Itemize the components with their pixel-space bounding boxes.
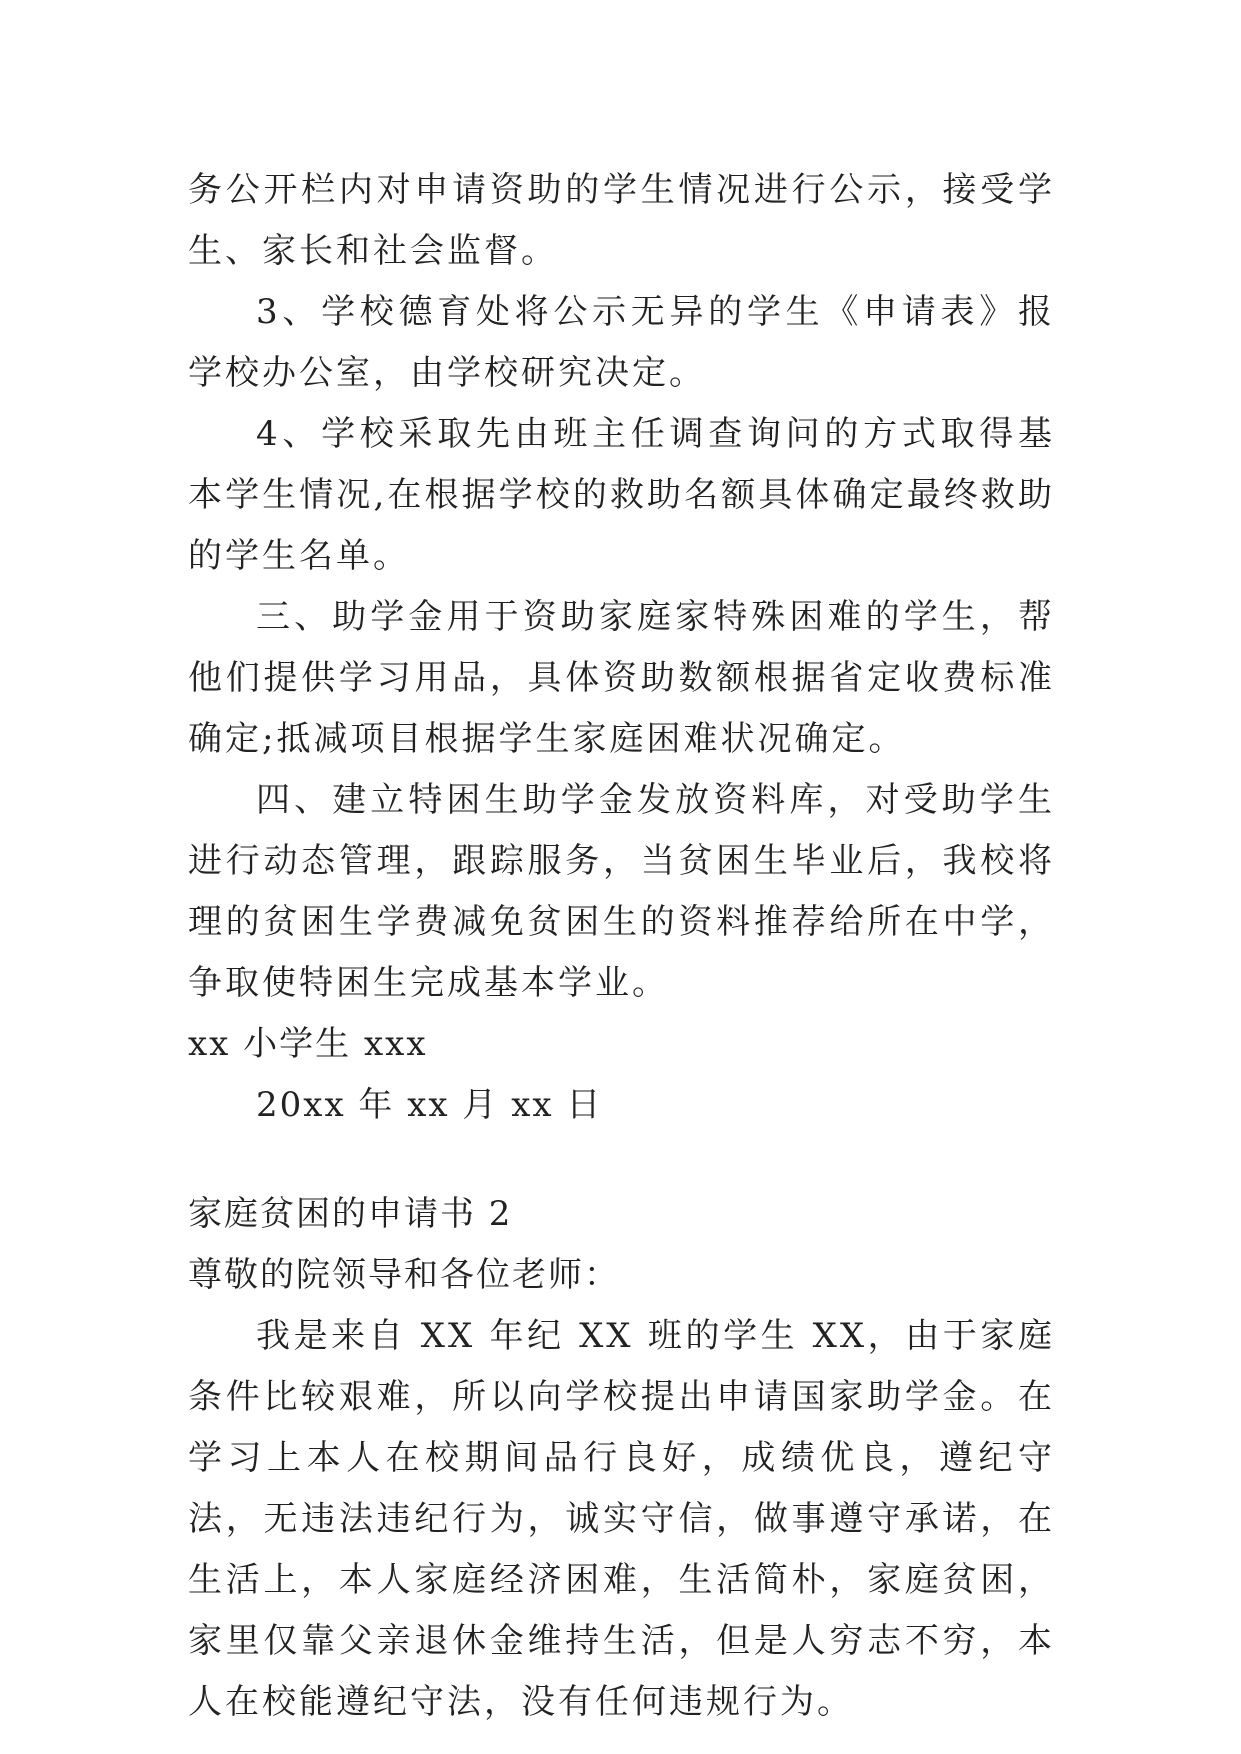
paragraph-section-four: 四、建立特困生助学金发放资料库，对受助学生进行动态管理，跟踪服务，当贫困生毕业后，我校将理的贫困生学费减免贫困生的资料推荐给所在中学，争取使特困生完成基本学业。: [188, 780, 1055, 1003]
date-line: 20xx 年 xx 月 xx 日: [256, 1085, 603, 1125]
section-spacer: [188, 1136, 1055, 1184]
document-content: [188, 160, 1055, 1733]
paragraph-section-three: 三、助学金用于资助家庭家特殊困难的学生，帮他们提供学习用品，具体资助数额根据省定收费标准确定;抵减项目根据学生家庭困难状况确定。: [188, 597, 1055, 759]
signature-line: xx 小学生 xxx: [188, 1024, 428, 1064]
salutation: 尊敬的院领导和各位老师：: [188, 1255, 620, 1295]
paragraph-item-4: 4、学校采取先由班主任调查询问的方式取得基本学生情况,在根据学校的救助名额具体确定最终救助的学生名单。: [188, 414, 1055, 576]
section-title: 家庭贫困的申请书 2: [188, 1194, 513, 1234]
paragraph-item-3: 3、学校德育处将公示无异的学生《申请表》报学校办公室，由学校研究决定。: [188, 292, 1055, 393]
application-body: 我是来自 XX 年纪 XX 班的学生 XX，由于家庭条件比较艰难，所以向学校提出申请国家助学金。在学习上本人在校期间品行良好，成绩优良，遵纪守法，无违法违纪行为，诚实守信，做事遵守承诺，在生活上，本人家庭经济困难，生活简朴，家庭贫困，家里仅靠父亲退休金维持生活，但是人穷志不穷，本人在校能遵纪守法，没有任何违规行为。: [188, 1316, 1055, 1722]
paragraph-publicity: 务公开栏内对申请资助的学生情况进行公示，接受学生、家长和社会监督。: [188, 170, 1055, 271]
